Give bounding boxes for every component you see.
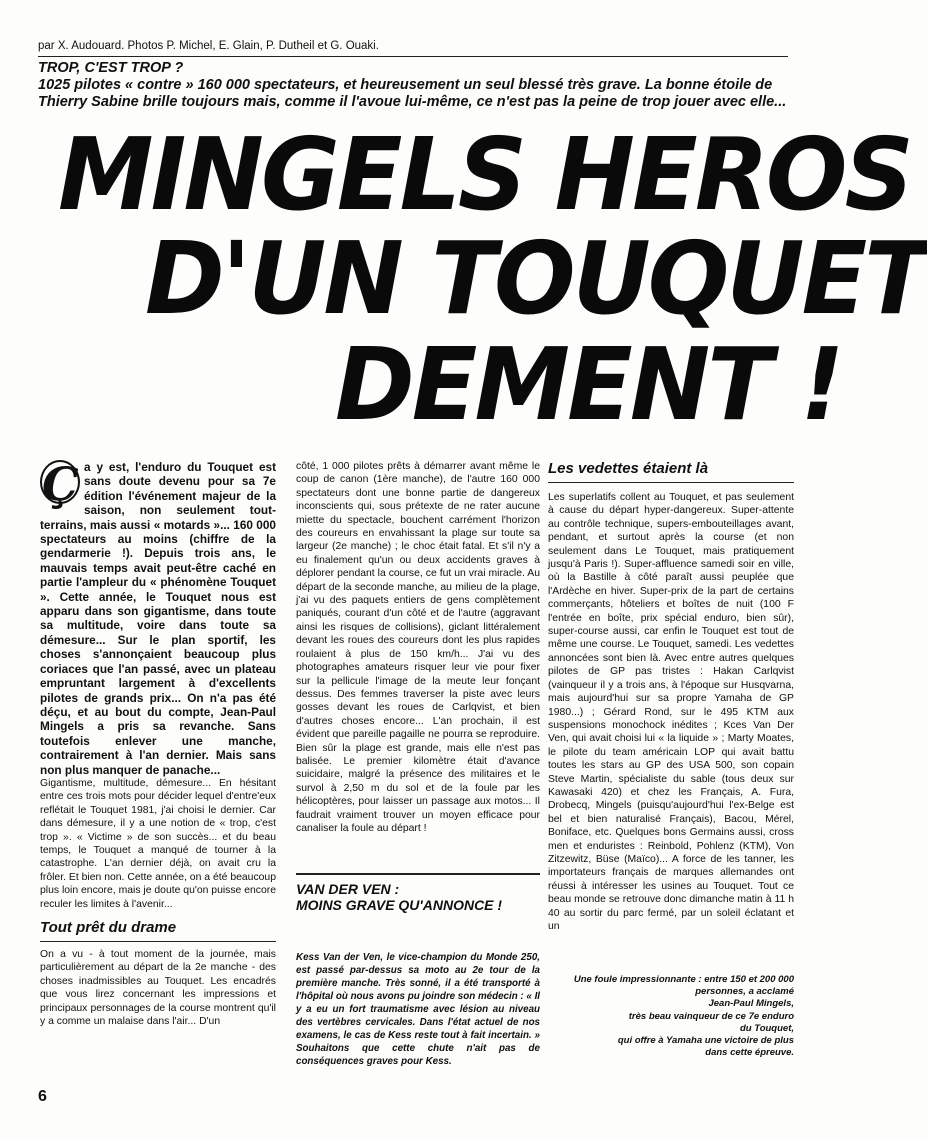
page-number: 6: [38, 1088, 47, 1105]
caption-line: qui offre à Yamaha une victoire de plus: [617, 1035, 794, 1047]
sidebar-title-line-2: MOINS GRAVE QU'ANNONCE !: [296, 897, 503, 913]
kicker-text: 1025 pilotes « contre » 160 000 spectateurs, et heureusement un seul blessé très grave. La bonne étoile de Thierry Sabine brille toujours mais, comme il l'avoue lui-même, ce n'est pas la peine de trop jouer avec elle...: [38, 77, 787, 110]
caption-line: très beau vainqueur de ce 7e enduro: [628, 1010, 794, 1022]
headline-line-1: MINGELS HEROS: [58, 116, 911, 233]
caption-line: Jean-Paul Mingels,: [708, 998, 794, 1010]
body-paragraph-4: Les superlatifs collent au Touquet, et pas seulement à cause du départ hyper-dangereux. Super-attente au contrôle technique, supers-embouteillages avant, pendant, et surtout après la course (et non seulement dans Le Touquet, mais pratiquement jusqu'à Paris !). Super-affluence samedi soir en ville, où la Bastille à côté paraît aussi peuplée que l'Ardèche en hiver. Super-prix de la part de certains commerçants, hôteliers et boîtes de nuit (100 F l'entrée en boîte, prix spécial enduro, bien sûr), super-course aussi, car enfin le Touquet est tout de même une course. Le Touquet, samedi. Les vedettes annoncées sont bien là. Avec entre autres quelques pilotes de GP pas tristes : Hakan Carlqvist (vainqueur il y a trois ans, à l'époque sur Husqvarna, mais aujourd'hui sur sa propre Yamaha de GP 1980...) ; Gérard Rond, sur le 495 KTM aux suspensions monochock inédites ; Kces Van Der Ven, qui avait choisi lui « la liquide » ; Marty Moates, le pilote du team américain LOP qui avait battu toutes les stars au GP des USA 500, son copain Steve Martin, spécialiste du sable (tous deux sur Kawasaki 420) et chez les Français, A. Fura, Drobecq, Mingels (puisqu'aujourd'hui l'ex-Belge est bel et bien naturalisé Français), Bacou, Mérel, Boniface, etc. Quelques bons Germains aussi, cross men et enduristes : Reinbold, Pohlenz (KTM), Von Zitzewitz, Büse (Maïco)... A force de les tanner, les importateurs français de marques allemandes ont réussi à intéresser les usines au Touquet. Tout ce beau monde se retrouve donc dimanche matin à 11 h 40 au sortir du parc fermé, par un soleil éclatant et un: [548, 492, 794, 932]
lead-paragraph: a y est, l'enduro du Touquet est sans doute devenu pour sa 7e édition l'événement majeur de la saison, non seulement tout-terrains, mais aussi « motards »... 160 000 spectateurs au moins (chiffre de la gendarmerie !). Depuis trois ans, le mauvais temps avait peut-être caché en partie l'ampleur du « phénomène Touquet ». Cette année, le Touquet nous est apparu dans son gigantisme, dans toute sa multitude, voire dans toute sa démesure... Sur le plan sportif, les choses s'annonçaient beaucoup plus coriaces que l'an passé, avec un plateau empruntant largement à d'excellents pilotes de grands prix... On n'a pas été déçu, et au bout du compte, Jean-Paul Mingels a pris sa revanche. Sans toutefois enlever une manche, contrairement à l'an dernier. Mais sans non plus manquer de panache...: [40, 460, 276, 777]
photo-credits: par X. Audouard. Photos P. Michel, E. Glain, P. Dutheil et G. Ouaki.: [38, 40, 788, 57]
caption-line: du Touquet,: [740, 1022, 794, 1034]
headline: [40, 116, 927, 452]
sidebar-title-line-1: VAN DER VEN :: [296, 881, 400, 897]
body-paragraph-2: On a vu - à tout moment de la journée, mais particulièrement au départ de la 2e manche - des choses inadmissibles au Touquet. Les encadrés que vous lirez concernant les impressions et principaux personnages de la course montrent qu'il y a comme un malaise dans l'air... D'un: [40, 949, 276, 1028]
column-3: [548, 460, 794, 933]
caption-line: dans cette épreuve.: [705, 1047, 794, 1059]
drop-cap: Ç: [42, 457, 79, 511]
caption-line: personnes, a acclamé: [695, 986, 794, 998]
photo-caption: [548, 974, 794, 1059]
kicker: [38, 60, 798, 111]
body-paragraph: Gigantisme, multitude, démesure... En hésitant entre ces trois mots pour décider lequel d'entre'eux reflétait le Touquet 1981, j'ai choisi le dernier. Car dans démesure, il y a une notion de « trop, c'est trop ». « Victime » de son succès... et du beau temps, le Touquet a manqué de tourner à la catastrophe. L'an dernier déjà, on avait cru la frôler. Et bien non. Cette année, on a été beaucoup plus loin encore, mais je doute qu'on puisse encore reculer les limites à l'avenir...: [40, 777, 276, 910]
headline-line-3: DEMENT !: [335, 326, 842, 443]
headline-line-2: D'UN TOUQUET: [145, 220, 927, 337]
column-2: [296, 460, 540, 835]
sidebar-box: [296, 873, 540, 1068]
subhead-drame: Tout prêt du drame: [40, 919, 276, 942]
column-1: [40, 457, 276, 1028]
caption-line: Une foule impressionnante : entre 150 et 200 000: [573, 974, 794, 985]
kicker-title: TROP, C'EST TROP ?: [38, 60, 184, 76]
sidebar-title: [296, 873, 540, 913]
subhead-vedettes: Les vedettes étaient là: [548, 460, 794, 483]
sidebar-body: Kess Van der Ven, le vice-champion du Monde 250, est passé par-dessus sa moto au 2e tour de la première manche. Très sonné, il a été transporté à l'hôpital où nous avons pu joindre son médecin : « Il y a eu un fort traumatisme avec lésion au niveau des vertèbres cervicales. Dans l'état actuel de nos examens, le cas de Kess reste tout à fait incertain. » Souhaitons que cette chute n'ait pas de conséquences graves pour Kess.: [296, 952, 541, 1067]
body-paragraph-3: côté, 1 000 pilotes prêts à démarrer avant même le coup de canon (1ère manche), de l'autre 160 000 spectateurs dont une bonne partie de dangereux inconscients qui, sous prétexte de ne rater aucune miette du spectacle, bouchent carrément l'horizon des coureurs en envahissant la plage sur toute sa largeur (2e manche) ; le choc était fatal. Et s'il n'y a eu finalement qu'un ou deux accidents graves à déplorer pendant la course, ce fut un vrai miracle. Au départ de la seconde manche, au milieu de la plage, j'ai vu des paquets entiers de gens complètement paniqués, courant d'un côté et de l'autre (aggravant ainsi les risques de collisions), giclant littéralement devant les roues des coureurs dont les plus rapides roulaient à plus de 150 km/h... J'ai vu des photographes amateurs risquer leur vie pour fixer sur la pellicule l'image de la meute leur fonçant dessus. Des femmes traverser la piste avec leurs gosses devant les roues de Carlqvist, et bien d'autres choses encore... L'an prochain, il est évident que pareille pagaille ne pourra se reproduire. Bien sûr la plage est grande, mais elle n'est pas balisée. Le premier kilomètre était d'avance suicidaire, malgré la présence des militaires et le survol à 2,50 m du sol et de la foule par les hélicoptères, pour laisser un passage aux motos... Il faudrait vraiment trouver un moyen efficace pour canaliser la foule au départ !: [296, 461, 540, 834]
